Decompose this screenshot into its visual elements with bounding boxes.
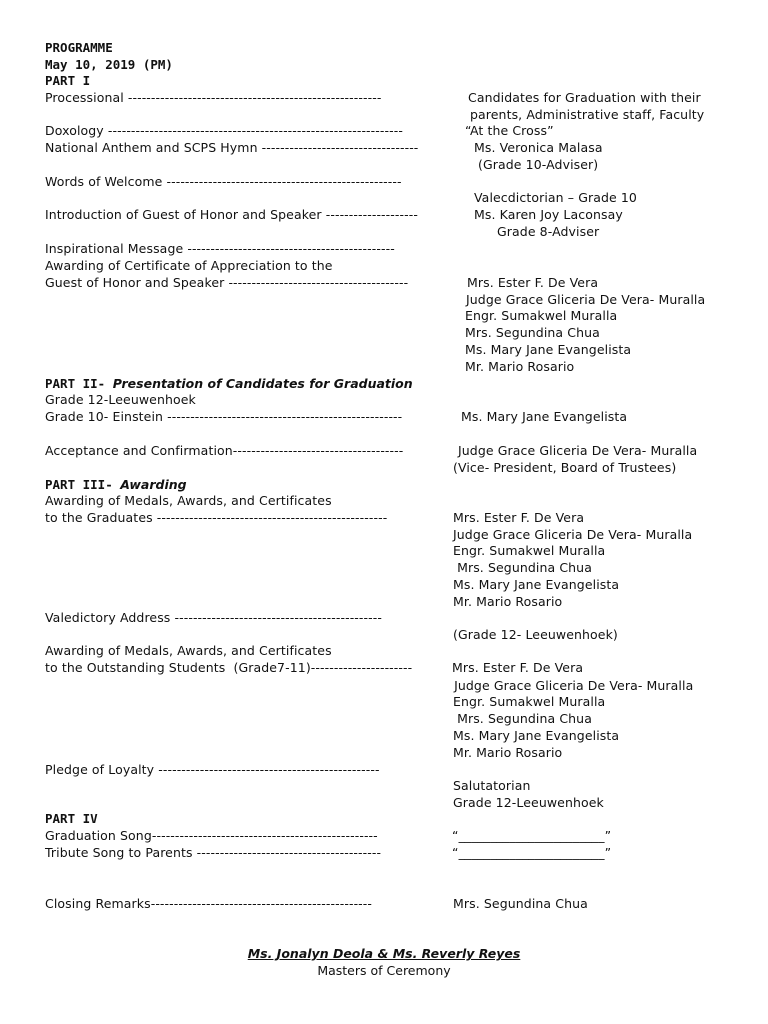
closing-remarks-item: Closing Remarks------------------------------------------------ <box>45 896 373 911</box>
part3-heading-title: Awarding <box>120 477 187 492</box>
certificate-presenter: Judge Grace Gliceria De Vera- Muralla <box>466 292 706 307</box>
anthem-item: National Anthem and SCPS Hymn ---------------------------------- <box>45 140 419 155</box>
medals-presenter: Mrs. Segundina Chua <box>453 560 592 575</box>
pledge-performer-line1: Salutatorian <box>453 778 531 793</box>
processional-performer-line2: parents, Administrative staff, Faculty <box>470 107 705 122</box>
graduation-song-blank: “_______________________” <box>452 828 612 843</box>
medals-presenter: Engr. Sumakwel Muralla <box>453 543 606 558</box>
acceptance-performer-line1: Judge Grace Gliceria De Vera- Muralla <box>458 443 698 458</box>
certificate-presenter: Mrs. Ester F. De Vera <box>467 275 599 290</box>
part2-heading <box>45 376 413 392</box>
valedictory-performer: (Grade 12- Leeuwenhoek) <box>453 627 618 642</box>
outstanding-presenter: Mr. Mario Rosario <box>453 745 563 760</box>
certificate-item-line1: Awarding of Certificate of Appreciation to the <box>45 258 333 273</box>
introduction-performer-line2: Grade 8-Adviser <box>497 224 600 239</box>
outstanding-presenter: Engr. Sumakwel Muralla <box>453 694 606 709</box>
outstanding-presenter: Mrs. Segundina Chua <box>453 711 592 726</box>
outstanding-presenter: Judge Grace Gliceria De Vera- Muralla <box>450 678 694 693</box>
certificate-presenter: Mrs. Segundina Chua <box>465 325 600 340</box>
tribute-song-blank: “_______________________” <box>452 845 612 860</box>
certificate-presenter: Mr. Mario Rosario <box>465 359 575 374</box>
grade12-item: Grade 12-Leeuwenhoek <box>45 392 196 407</box>
tribute-song-item: Tribute Song to Parents ---------------------------------------- <box>45 845 382 860</box>
inspirational-item: Inspirational Message --------------------------------------------- <box>45 241 395 256</box>
certificate-presenter: Engr. Sumakwel Muralla <box>465 308 618 323</box>
outstanding-item-line2: to the Outstanding Students (Grade7-11)---------------------- <box>45 660 413 675</box>
outstanding-item-line1: Awarding of Medals, Awards, and Certificates <box>45 643 332 658</box>
anthem-performer-line2: (Grade 10-Adviser) <box>478 157 599 172</box>
certificate-item-line2: Guest of Honor and Speaker --------------------------------------- <box>45 275 409 290</box>
certificate-presenter: Ms. Mary Jane Evangelista <box>465 342 632 357</box>
pledge-item: Pledge of Loyalty ------------------------------------------------ <box>45 762 380 777</box>
medals-presenter: Mrs. Ester F. De Vera <box>453 510 585 525</box>
medals-presenter: Mr. Mario Rosario <box>453 594 563 609</box>
programme-heading: PROGRAMME <box>45 40 113 55</box>
part2-heading-title: Presentation of Candidates for Graduation <box>112 376 413 391</box>
closing-remarks-performer: Mrs. Segundina Chua <box>453 896 588 911</box>
part3-heading-label: PART III- <box>45 477 121 492</box>
acceptance-item: Acceptance and Confirmation------------------------------------- <box>45 443 404 458</box>
outstanding-presenter: Ms. Mary Jane Evangelista <box>453 728 620 743</box>
medals-presenter: Judge Grace Gliceria De Vera- Muralla <box>453 527 693 542</box>
introduction-performer-line1: Ms. Karen Joy Laconsay <box>474 207 623 222</box>
welcome-item: Words of Welcome --------------------------------------------------- <box>45 174 402 189</box>
outstanding-presenter: Mrs. Ester F. De Vera <box>452 660 584 675</box>
medals-presenter: Ms. Mary Jane Evangelista <box>453 577 620 592</box>
graduation-song-item: Graduation Song------------------------------------------------- <box>45 828 378 843</box>
masters-of-ceremony-title: Masters of Ceremony <box>317 963 451 978</box>
programme-date: May 10, 2019 (PM) <box>45 57 173 72</box>
pledge-performer-line2: Grade 12-Leeuwenhoek <box>453 795 604 810</box>
introduction-item: Introduction of Guest of Honor and Speaker -------------------- <box>45 207 418 222</box>
processional-item: Processional ------------------------------------------------------- <box>45 90 382 105</box>
part3-heading <box>45 477 187 493</box>
part1-heading: PART I <box>45 73 91 88</box>
processional-performer-line1: Candidates for Graduation with their <box>468 90 701 105</box>
doxology-item: Doxology ---------------------------------------------------------------- <box>45 123 403 138</box>
welcome-performer: Valecdictorian – Grade 10 <box>474 190 637 205</box>
anthem-performer-line1: Ms. Veronica Malasa <box>474 140 603 155</box>
valedictory-item: Valedictory Address --------------------------------------------- <box>45 610 382 625</box>
part4-heading: PART IV <box>45 811 98 826</box>
grade10-presenter: Ms. Mary Jane Evangelista <box>461 409 628 424</box>
medals-item-line2: to the Graduates -------------------------------------------------- <box>45 510 388 525</box>
doxology-performer: “At the Cross” <box>465 123 554 138</box>
masters-of-ceremony-names: Ms. Jonalyn Deola & Ms. Reverly Reyes <box>247 946 521 961</box>
medals-item-line1: Awarding of Medals, Awards, and Certificates <box>45 493 332 508</box>
part2-heading-label: PART II- <box>45 376 113 391</box>
acceptance-performer-line2: (Vice- President, Board of Trustees) <box>453 460 677 475</box>
grade10-item: Grade 10- Einstein --------------------------------------------------- <box>45 409 403 424</box>
